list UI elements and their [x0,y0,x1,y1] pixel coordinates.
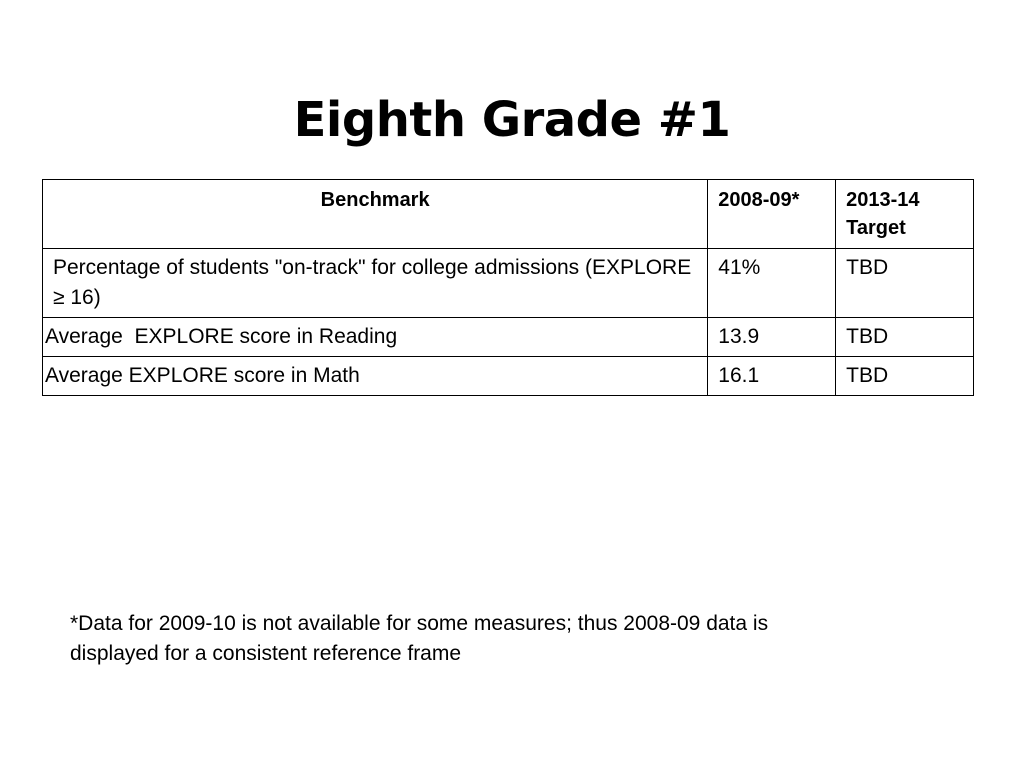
target-cell: TBD [836,249,974,318]
footnote: *Data for 2009-10 is not available for some measures; thus 2008-09 data is displayed for a consistent reference frame [70,612,769,665]
target-cell: TBD [836,318,974,357]
table-row [43,357,974,396]
header-2013-14-target: 2013-14 Target [836,180,974,249]
value-2008-09-cell: 16.1 [708,357,836,396]
value-2008-09-cell: 13.9 [708,318,836,357]
benchmark-cell: Percentage of students "on-track" for college admissions (EXPLORE ≥ 16) [43,249,708,318]
target-cell: TBD [836,357,974,396]
header-2008-09: 2008-09* [708,180,836,249]
slide-title: Eighth Grade #1 [293,92,731,149]
header-benchmark: Benchmark [43,180,708,249]
benchmark-cell: Average EXPLORE score in Math [43,357,708,396]
table-header-row [43,180,974,249]
table-row [43,318,974,357]
benchmark-cell: Average EXPLORE score in Reading [43,318,708,357]
benchmark-table [42,179,974,396]
value-2008-09-cell: 41% [708,249,836,318]
table-row [43,249,974,318]
